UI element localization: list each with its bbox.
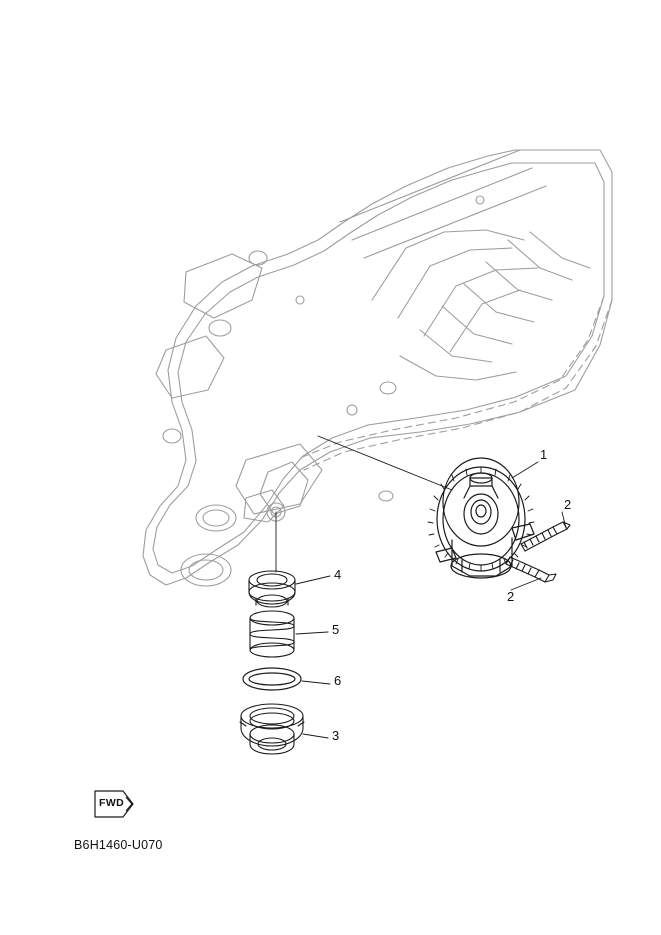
fwd-direction-badge <box>93 789 135 819</box>
crankcase-ghost-outline <box>143 150 612 586</box>
callout-2-lower: 2 <box>507 589 515 604</box>
callout-6: 6 <box>334 673 342 688</box>
callout-2-upper: 2 <box>564 497 572 512</box>
callout-3: 3 <box>332 728 340 743</box>
callout-4: 4 <box>334 567 342 582</box>
o-ring <box>243 668 301 690</box>
part-number-code: B6H1460-U070 <box>74 838 163 852</box>
oil-pump-gear <box>428 458 534 578</box>
fwd-label: FWD <box>99 797 125 809</box>
callout-1: 1 <box>540 447 548 462</box>
callout-5: 5 <box>332 622 340 637</box>
compression-spring <box>250 611 294 657</box>
oil-strainer-cap <box>240 704 304 754</box>
leader-lines <box>276 436 566 738</box>
bolt-lower <box>506 557 556 582</box>
relief-valve-plug <box>249 571 295 607</box>
